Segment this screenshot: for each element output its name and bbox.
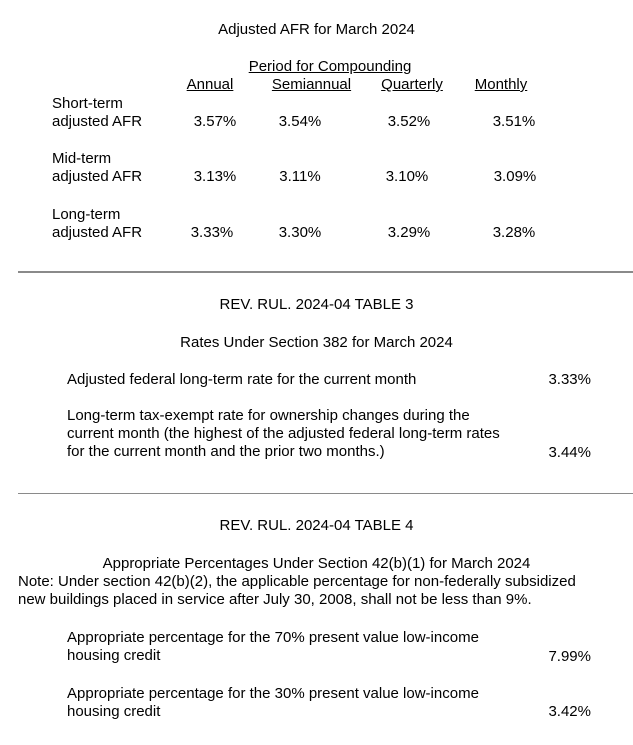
table3-item-2-text: Long-term tax-exempt rate for ownership changes during the current month (the highest of the adjusted federal long-term rates for the current month and the prior two months.) bbox=[67, 407, 500, 460]
table3-item-1-value: 3.33% bbox=[548, 371, 591, 388]
table3-item-2-value: 3.44% bbox=[548, 444, 591, 461]
row-label-short-term: Short-term bbox=[52, 95, 123, 112]
col-header-quarterly: Quarterly bbox=[381, 76, 443, 93]
table4-item-1-value: 7.99% bbox=[548, 648, 591, 665]
rate-long-quarterly: 3.29% bbox=[387, 224, 431, 241]
afr-title: Adjusted AFR for March 2024 bbox=[218, 21, 415, 38]
col-header-semiannual: Semiannual bbox=[271, 76, 352, 93]
rate-short-quarterly: 3.52% bbox=[387, 113, 431, 130]
col-header-annual: Annual bbox=[186, 76, 234, 93]
rate-short-semiannual: 3.54% bbox=[278, 113, 322, 130]
rate-mid-monthly: 3.09% bbox=[493, 168, 537, 185]
row-label-long-term-2: adjusted AFR bbox=[52, 224, 143, 241]
table4-heading: REV. RUL. 2024-04 TABLE 4 bbox=[219, 517, 414, 534]
table4-item-2-text: Appropriate percentage for the 30% present value low-income housing credit bbox=[67, 685, 479, 720]
rate-long-semiannual: 3.30% bbox=[278, 224, 322, 241]
rate-long-annual: 3.33% bbox=[190, 224, 234, 241]
rate-mid-semiannual: 3.11% bbox=[279, 168, 321, 185]
row-label-mid-term-2: adjusted AFR bbox=[52, 168, 143, 185]
rate-short-monthly: 3.51% bbox=[492, 113, 536, 130]
table4-item-1-text: Appropriate percentage for the 70% present value low-income housing credit bbox=[67, 629, 479, 664]
rate-mid-quarterly: 3.10% bbox=[385, 168, 429, 185]
rate-mid-annual: 3.13% bbox=[193, 168, 237, 185]
table4-subheading: Appropriate Percentages Under Section 42(b)(1) for March 2024 bbox=[102, 555, 531, 572]
section-divider-2 bbox=[18, 493, 633, 494]
table3-subheading: Rates Under Section 382 for March 2024 bbox=[180, 334, 453, 351]
rate-short-annual: 3.57% bbox=[193, 113, 237, 130]
row-label-mid-term: Mid-term bbox=[52, 150, 112, 167]
row-label-long-term: Long-term bbox=[52, 206, 121, 223]
table4-note: Note: Under section 42(b)(2), the applicable percentage for non-federally subsidized new buildings placed in service after July 30, 2008, shall not be less than 9%. bbox=[18, 573, 576, 608]
table3-item-1-text: Adjusted federal long-term rate for the current month bbox=[67, 371, 417, 388]
period-header: Period for Compounding bbox=[248, 58, 412, 75]
section-divider-1 bbox=[18, 271, 633, 273]
rate-long-monthly: 3.28% bbox=[492, 224, 536, 241]
table3-heading: REV. RUL. 2024-04 TABLE 3 bbox=[219, 296, 414, 313]
row-label-short-term-2: adjusted AFR bbox=[52, 113, 143, 130]
col-header-monthly: Monthly bbox=[474, 76, 528, 93]
table4-item-2-value: 3.42% bbox=[548, 703, 591, 720]
